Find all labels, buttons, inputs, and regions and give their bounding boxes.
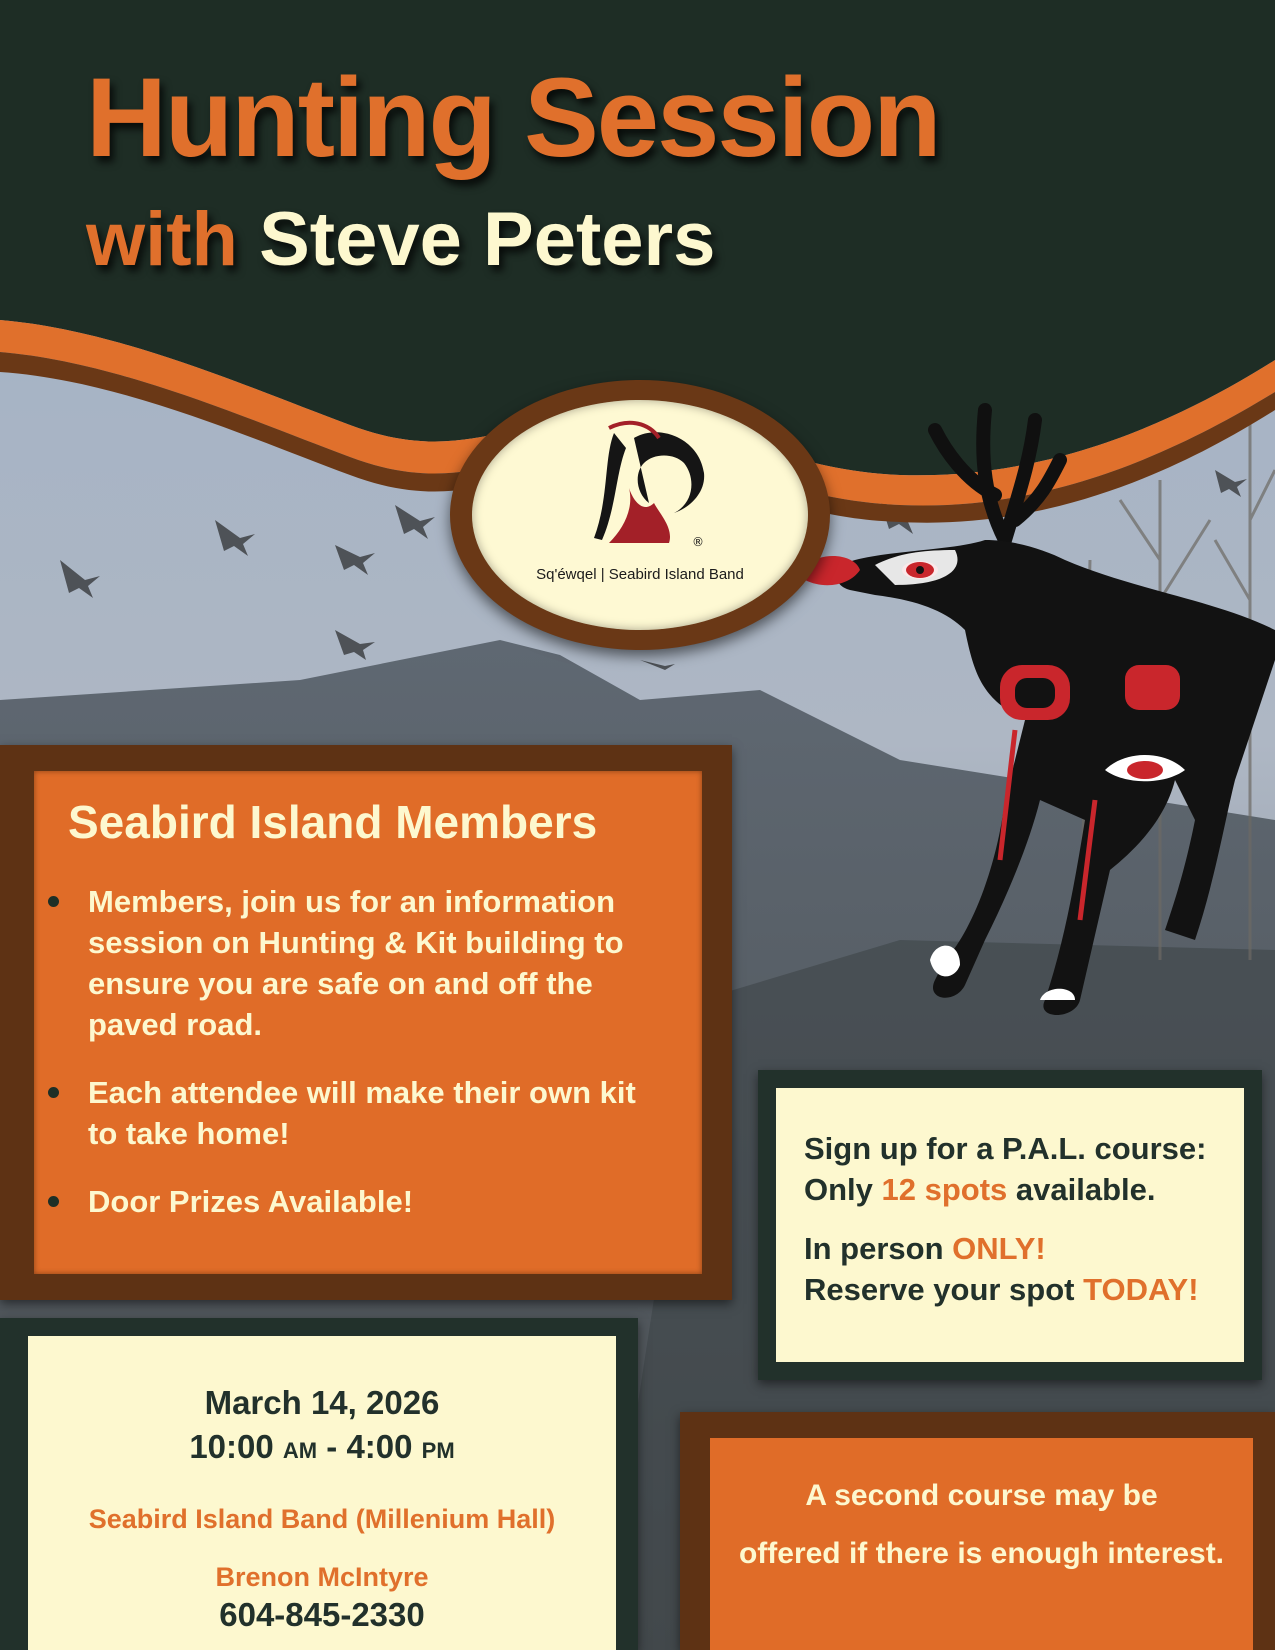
event-location: Seabird Island Band (Millenium Hall) bbox=[88, 1504, 556, 1534]
seabird-logo-icon bbox=[574, 418, 714, 553]
pal-signup-line: Sign up for a P.A.L. course: bbox=[804, 1131, 1207, 1166]
bullet-own-kit: Each attendee will make their own kit to take home! bbox=[88, 1072, 668, 1154]
event-time: 10:00 AM - 4:00 PM bbox=[189, 1428, 455, 1465]
svg-text:®: ® bbox=[692, 535, 704, 549]
reserve-line: Reserve your spot TODAY! bbox=[804, 1272, 1199, 1307]
contact-phone: 604-845-2330 bbox=[219, 1596, 425, 1633]
second-course-panel bbox=[680, 1412, 1275, 1650]
event-details-panel bbox=[0, 1318, 638, 1650]
pal-course-panel bbox=[758, 1070, 1262, 1380]
bullet-info-session: Members, join us for an information session on Hunting & Kit building to ensure you are safe on and off the paved road. bbox=[88, 881, 668, 1045]
logo-caption: Sq'éwqel | Seabird Island Band bbox=[536, 566, 744, 583]
in-person-line: In person ONLY! bbox=[804, 1231, 1046, 1266]
members-bullets bbox=[88, 881, 668, 1249]
members-panel bbox=[0, 745, 732, 1300]
second-course-line1: A second course may be bbox=[805, 1479, 1158, 1512]
members-heading: Seabird Island Members bbox=[68, 796, 598, 848]
pal-spots-line: Only 12 spots available. bbox=[804, 1172, 1156, 1207]
subtitle-with: with bbox=[86, 197, 238, 282]
spots-count: 12 spots bbox=[881, 1172, 1008, 1207]
page-subtitle bbox=[86, 197, 716, 282]
second-course-line2: offered if there is enough interest. bbox=[738, 1537, 1225, 1570]
page-title: Hunting Session bbox=[86, 55, 940, 180]
presenter-name: Steve Peters bbox=[259, 197, 716, 282]
contact-name: Brenon McIntyre bbox=[215, 1562, 429, 1592]
bullet-door-prizes: Door Prizes Available! bbox=[88, 1181, 668, 1222]
event-date: March 14, 2026 bbox=[204, 1384, 440, 1421]
band-logo bbox=[450, 380, 830, 650]
